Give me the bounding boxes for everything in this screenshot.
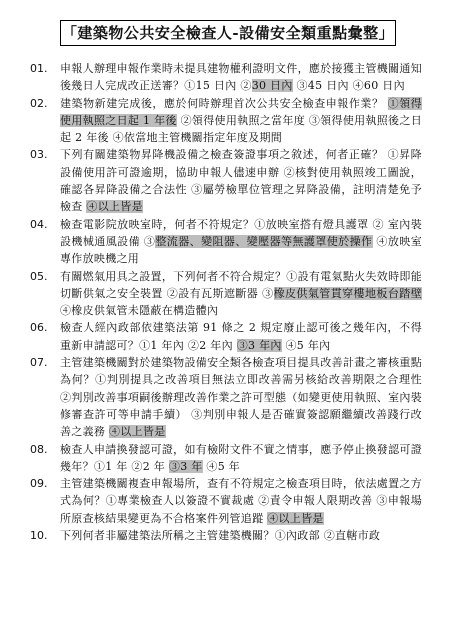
question-item [30,216,422,268]
question-text [60,354,422,440]
question-text-part: 下列有關建築物昇降機設備之檢查簽證事項之敘述，何者正確？ ①昇降設備使用許可證逾期，協助申報人儘速申辦 ②核對使用執照竣工圖說，確認各昇降設備之合法性 ③屬勞檢單位管理之昇降設備，註明清楚免予檢查 [60,148,422,214]
question-text-part: ④橡皮供氣管未隱蔽在構造體內 [60,304,219,318]
question-item [30,475,422,527]
question-item [30,441,422,476]
question-number: 01. [30,62,48,75]
question-item [30,268,422,320]
question-number: 07. [30,356,48,370]
question-item [30,354,422,440]
question-text-part: 檢查電影院放映室時，何者不符規定？①放映室撘有燈具護罩 ② 室內裝設機械通風設備 ③ [60,217,422,248]
question-text [60,216,422,268]
question-text [60,527,422,544]
question-text-part: 主管建築機關對於建築物設備安全類各檢查項目提具改善計畫之審核重點為何？①判別提具之改善項目無法立即改善需另核給改善期限之合理性 ②判別改善事項嗣後辦理改善作業之許可型態（如變更使用執照、室內裝修審查許可等申請手續） ③判別申報人是否確實簽認願繼續改善踐行改善之義務 [60,356,422,439]
highlighted-answer: ④以上皆是 [267,511,324,525]
question-text [60,441,422,476]
question-text-part: ②領得使用執照之當年度 ③領得使用執照後之日起 2 年後 ④依當地主管機關指定年度及期間 [60,113,422,145]
highlighted-answer: 30 日內 [251,79,293,93]
question-text [60,475,422,527]
question-text-part: ④5 年內 [281,338,331,352]
question-item [30,527,422,544]
page-title: 「建築物公共安全檢查人-設備安全類重點彙整」 [60,20,396,46]
question-number: 03. [30,148,48,162]
question-text-part: 檢查人經內政部依建築法第 91 條之 2 規定廢止認可後之幾年內，不得重新申請認可？①1 年內 ②2 年內 [60,321,422,352]
question-item [30,319,422,354]
question-number: 02. [30,96,48,110]
question-item [30,60,422,95]
question-number: 04. [30,217,48,231]
highlighted-answer: 橡皮供氣管貫穿樓地板台踏壁 [273,286,422,300]
question-text-part: 主管建築機關複查申報場所，查有不符規定之檢查項目時，依法處置之方式為何？①專業檢查人以簽證不實裁處 ②責令申報人限期改善 ③申報場所原查核結果變更為不合格案件列管追蹤 [60,477,422,525]
question-list [30,60,422,544]
question-number: 09. [30,477,48,491]
question-text-part: 申報人辦理申報作業時未提具建物權利證明文件，應於接獲主管機關通知後幾日人完成改正送審？①15 日內 ② [60,62,422,93]
highlighted-answer: 整流器、變阻器、變壓器等無護罩使於操作 [155,234,373,248]
question-number: 06. [30,321,48,335]
question-text-part: ③45 日內 ④60 日內 [292,79,405,93]
question-text [60,319,422,354]
question-text-part: 建築物新建完成後，應於何時辦理首次公共安全檢查申報作業？ [60,96,388,110]
question-text-part: 檢查人申請換發認可證，如有檢附文件不實之情事，應予停止換發認可證幾年？①1 年 ②2 年 [60,442,422,473]
question-item [30,95,422,147]
question-number: 08. [30,442,48,456]
question-text-part: 有關燃氣用具之設置，下列何者不符合規定？①設有電氣點火失效時即能切斷供氣之安全裝置 ②設有瓦斯遮斷器 ③ [60,269,422,300]
question-text [60,146,422,215]
question-number: 05. [30,269,48,283]
question-text-part: ④放映室專作放映機之用 [60,234,423,266]
highlighted-answer: ③3 年內 [236,338,282,352]
question-text-part: 下列何者非屬建築法所稱之主管建築機關？①內政部 ②直轄市政 [60,529,381,543]
question-text [60,95,422,147]
highlighted-answer: ③3 年 [168,459,203,473]
question-text-part: ④5 年 [202,459,241,473]
highlighted-answer: ④以上皆是 [109,425,166,439]
question-text [60,268,422,320]
question-number: 10. [30,529,48,543]
highlighted-answer: ①領得使用執照之日起 1 年後 [60,96,422,127]
question-text [60,60,422,95]
highlighted-answer: ④以上皆是 [86,200,143,214]
question-item [30,146,422,215]
